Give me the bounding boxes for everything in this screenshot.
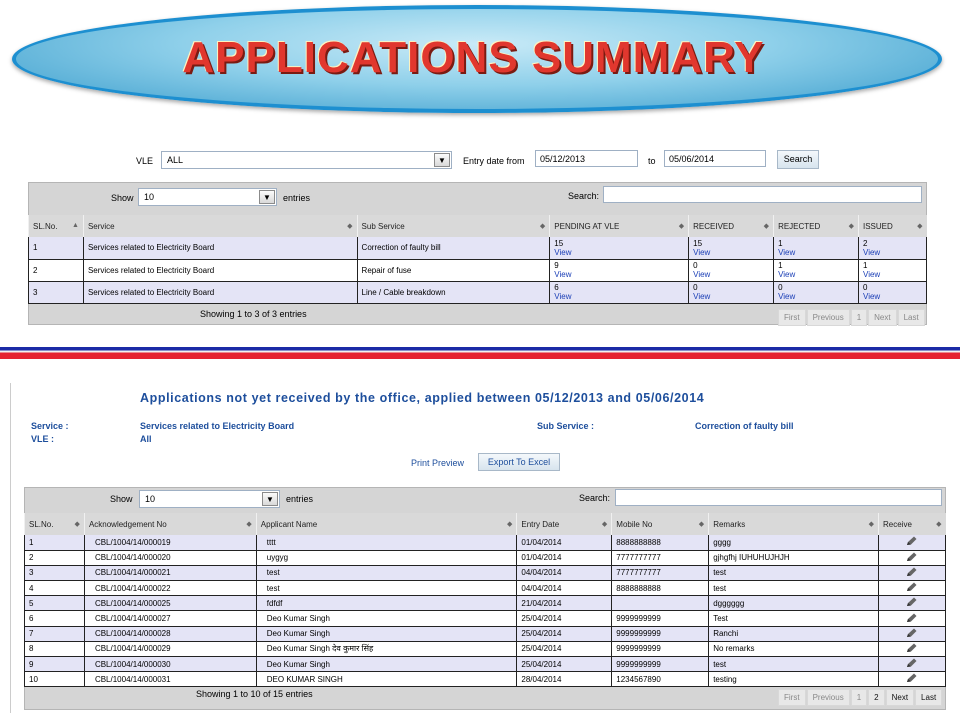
table-info: Showing 1 to 10 of 15 entries	[196, 689, 313, 699]
col-ack-no[interactable]: Acknowledgement No ◆	[84, 513, 256, 535]
cell-ack-no: CBL/1004/14/000028	[84, 626, 256, 641]
cell-remarks: test	[709, 657, 879, 672]
cell-remarks: gggg	[709, 535, 879, 550]
cell-remarks: test	[709, 565, 879, 580]
sub-service-label: Sub Service :	[537, 421, 595, 431]
pending-applications-table	[24, 513, 946, 687]
search-label: Search:	[568, 191, 600, 201]
cell-rejected: 0 View	[774, 281, 859, 303]
cell-mobile: 8888888888	[612, 581, 709, 596]
col-sub-service[interactable]: Sub Service ◆	[357, 215, 550, 237]
table-row	[25, 641, 946, 656]
cell-applicant: uygyg	[256, 550, 517, 565]
col-mobile[interactable]: Mobile No ◆	[612, 513, 709, 535]
cell-sl: 5	[25, 596, 85, 611]
cell-applicant: fdfdf	[256, 596, 517, 611]
cell-service: Services related to Electricity Board	[83, 259, 357, 281]
cell-issued: 2 View	[859, 237, 927, 259]
cell-receive	[878, 626, 945, 641]
cell-entry-date: 25/04/2014	[517, 611, 612, 626]
date-from-label: Entry date from	[463, 156, 525, 166]
cell-pending: 9 View	[550, 259, 689, 281]
cell-sl: 6	[25, 611, 85, 626]
section-divider	[0, 347, 960, 359]
cell-receive	[878, 596, 945, 611]
sort-icon: ◆	[506, 521, 513, 528]
cell-service: Services related to Electricity Board	[83, 281, 357, 303]
cell-rejected: 1 View	[774, 237, 859, 259]
cell-remarks: No remarks	[709, 641, 879, 656]
pencil-icon[interactable]	[906, 613, 918, 623]
col-applicant[interactable]: Applicant Name ◆	[256, 513, 517, 535]
cell-ack-no: CBL/1004/14/000020	[84, 550, 256, 565]
cell-sl: 10	[25, 672, 85, 687]
cell-remarks: testing	[709, 672, 879, 687]
sort-icon: ◆	[763, 223, 770, 230]
cell-receive	[878, 565, 945, 580]
view-link[interactable]: View	[863, 292, 881, 301]
cell-ack-no: CBL/1004/14/000019	[84, 535, 256, 550]
date-from-input[interactable]: 05/12/2013	[535, 150, 638, 167]
col-entry-date[interactable]: Entry Date ◆	[517, 513, 612, 535]
entries-label: entries	[283, 193, 311, 203]
pager-next[interactable]: Next	[886, 689, 914, 706]
cell-sl: 1	[25, 535, 85, 550]
pager-first[interactable]: First	[778, 689, 806, 706]
cell-received: 0 View	[689, 281, 774, 303]
sort-icon: ◆	[936, 521, 942, 528]
show-label: Show	[111, 193, 134, 203]
pencil-icon[interactable]	[906, 536, 918, 546]
search-button[interactable]: Search	[777, 150, 819, 169]
cell-sub: Line / Cable breakdown	[357, 281, 550, 303]
cell-applicant: Deo Kumar Singh	[256, 657, 517, 672]
cell-entry-date: 25/04/2014	[517, 657, 612, 672]
cell-issued: 1 View	[859, 259, 927, 281]
service-label: Service :	[31, 421, 69, 431]
cell-rejected: 1 View	[774, 259, 859, 281]
cell-pending: 6 View	[550, 281, 689, 303]
cell-ack-no: CBL/1004/14/000025	[84, 596, 256, 611]
table-row	[25, 565, 946, 580]
cell-receive	[878, 672, 945, 687]
sort-asc-icon: ▲	[72, 222, 79, 229]
pager-first[interactable]: First	[778, 309, 806, 326]
pencil-icon[interactable]	[906, 673, 918, 683]
sort-icon: ◆	[848, 223, 854, 230]
view-link[interactable]: View	[693, 292, 711, 301]
table-row	[25, 535, 946, 550]
sort-icon: ◆	[347, 223, 353, 230]
cell-mobile: 7777777777	[612, 565, 709, 580]
view-link[interactable]: View	[863, 247, 881, 257]
cell-remarks: dgggggg	[709, 596, 879, 611]
view-link[interactable]: View	[554, 247, 572, 257]
vle-label: VLE	[136, 156, 154, 166]
view-link[interactable]: View	[863, 270, 881, 279]
chevron-down-icon[interactable]: ▼	[434, 153, 450, 167]
col-receive[interactable]: Receive ◆	[878, 513, 945, 535]
view-link[interactable]: View	[693, 270, 711, 279]
pencil-icon[interactable]	[906, 628, 918, 638]
cell-sl: 9	[25, 657, 85, 672]
cell-service: Services related to Electricity Board	[83, 237, 357, 259]
cell-sl: 2	[25, 550, 85, 565]
table-row	[25, 657, 946, 672]
cell-received: 15 View	[689, 237, 774, 259]
col-remarks[interactable]: Remarks ◆	[709, 513, 879, 535]
pager-previous[interactable]: Previous	[807, 689, 850, 706]
sort-icon: ◆	[698, 521, 705, 528]
cell-applicant: Deo Kumar Singh	[256, 611, 517, 626]
cell-mobile: 9999999999	[612, 626, 709, 641]
view-link[interactable]: View	[778, 247, 796, 257]
cell-ack-no: CBL/1004/14/000029	[84, 641, 256, 656]
cell-entry-date: 04/04/2014	[517, 565, 612, 580]
view-link[interactable]: View	[554, 270, 572, 279]
sort-icon: ◆	[74, 521, 80, 528]
cell-sl: 3	[25, 565, 85, 580]
cell-applicant: Deo Kumar Singh देव कुमार सिंह	[256, 641, 517, 656]
export-excel-button[interactable]: Export To Excel	[478, 453, 560, 471]
cell-applicant: test	[256, 565, 517, 580]
table-row	[25, 581, 946, 596]
sort-icon: ◆	[601, 521, 608, 528]
pager-last[interactable]: Last	[898, 309, 925, 326]
cell-entry-date: 01/04/2014	[517, 535, 612, 550]
cell-mobile: 9999999999	[612, 641, 709, 656]
table-row	[25, 596, 946, 611]
cell-entry-date: 25/04/2014	[517, 641, 612, 656]
cell-ack-no: CBL/1004/14/000031	[84, 672, 256, 687]
cell-ack-no: CBL/1004/14/000030	[84, 657, 256, 672]
page-title: APPLICATIONS SUMMARY	[182, 33, 765, 82]
cell-applicant: DEO KUMAR SINGH	[256, 672, 517, 687]
cell-entry-date: 25/04/2014	[517, 626, 612, 641]
pager-next[interactable]: Next	[868, 309, 896, 326]
cell-issued: 0 View	[859, 281, 927, 303]
entries-select-value: 10	[144, 192, 155, 202]
pagination	[777, 309, 925, 326]
cell-remarks: Test	[709, 611, 879, 626]
sort-icon: ◆	[868, 521, 874, 528]
pencil-icon[interactable]	[906, 567, 918, 577]
pencil-icon[interactable]	[906, 658, 918, 668]
cell-ack-no: CBL/1004/14/000027	[84, 611, 256, 626]
pager-page-1[interactable]: 1	[851, 689, 867, 706]
show-label: Show	[110, 494, 133, 504]
cell-received: 0 View	[689, 259, 774, 281]
table-row	[25, 550, 946, 565]
cell-mobile: 7777777777	[612, 550, 709, 565]
table-row	[29, 281, 927, 303]
view-link[interactable]: View	[778, 292, 796, 301]
chevron-down-icon[interactable]: ▼	[262, 492, 278, 506]
cell-remarks: gjhgfhj IUHUHUJHJH	[709, 550, 879, 565]
cell-applicant: tttt	[256, 535, 517, 550]
search-input[interactable]	[615, 489, 942, 506]
pencil-icon[interactable]	[906, 643, 918, 653]
cell-entry-date: 01/04/2014	[517, 550, 612, 565]
cell-remarks: Ranchi	[709, 626, 879, 641]
cell-entry-date: 21/04/2014	[517, 596, 612, 611]
date-to-input[interactable]: 05/06/2014	[664, 150, 766, 167]
entries-select[interactable]	[138, 188, 277, 206]
cell-applicant: test	[256, 581, 517, 596]
sub-service-value: Correction of faulty bill	[695, 421, 794, 431]
cell-receive	[878, 550, 945, 565]
cell-sl: 3	[29, 281, 84, 303]
cell-pending: 15 View	[550, 237, 689, 259]
view-link[interactable]: View	[778, 270, 796, 279]
cell-ack-no: CBL/1004/14/000022	[84, 581, 256, 596]
pager-last[interactable]: Last	[915, 689, 942, 706]
col-issued[interactable]: ISSUED ◆	[859, 215, 927, 237]
col-pending[interactable]: PENDING AT VLE ◆	[550, 215, 689, 237]
col-received[interactable]: RECEIVED ◆	[689, 215, 774, 237]
cell-mobile: 9999999999	[612, 657, 709, 672]
pager-previous[interactable]: Previous	[807, 309, 850, 326]
table-row	[25, 611, 946, 626]
pagination	[777, 689, 942, 706]
print-preview-link[interactable]: Print Preview	[411, 458, 465, 468]
cell-sl: 8	[25, 641, 85, 656]
col-slno[interactable]: SL.No. ▲	[29, 215, 84, 237]
view-link[interactable]: View	[693, 247, 711, 257]
sort-icon: ◆	[917, 223, 923, 230]
pager-page-2[interactable]: 2	[868, 689, 884, 706]
col-service[interactable]: Service ◆	[83, 215, 357, 237]
cell-remarks: test	[709, 581, 879, 596]
entries-select[interactable]	[139, 490, 280, 508]
vle-select[interactable]	[161, 151, 452, 169]
pencil-icon[interactable]	[906, 597, 918, 607]
detail-heading: Applications not yet received by the office, applied between 05/12/2013 and 05/06/2014	[140, 391, 705, 405]
sort-icon: ◆	[678, 223, 685, 230]
chevron-down-icon[interactable]: ▼	[259, 190, 275, 204]
table-info: Showing 1 to 3 of 3 entries	[200, 309, 307, 319]
cell-receive	[878, 611, 945, 626]
vle-detail-label: VLE :	[31, 434, 55, 444]
col-rejected[interactable]: REJECTED ◆	[774, 215, 859, 237]
search-label: Search:	[579, 493, 611, 503]
cell-receive	[878, 535, 945, 550]
cell-ack-no: CBL/1004/14/000021	[84, 565, 256, 580]
table-row	[29, 237, 927, 259]
service-value: Services related to Electricity Board	[140, 421, 295, 431]
cell-entry-date: 28/04/2014	[517, 672, 612, 687]
view-link[interactable]: View	[554, 292, 572, 301]
search-input[interactable]	[603, 186, 922, 203]
cell-mobile: 8888888888	[612, 535, 709, 550]
summary-table	[28, 215, 927, 304]
cell-receive	[878, 657, 945, 672]
vle-detail-value: All	[140, 434, 152, 444]
pager-page-1[interactable]: 1	[851, 309, 867, 326]
date-to-label: to	[648, 156, 656, 166]
cell-receive	[878, 641, 945, 656]
sort-icon: ◆	[246, 521, 252, 528]
cell-mobile: 9999999999	[612, 611, 709, 626]
table-row	[25, 672, 946, 687]
cell-mobile	[612, 596, 709, 611]
entries-select-value: 10	[145, 494, 156, 504]
cell-entry-date: 04/04/2014	[517, 581, 612, 596]
vle-select-value: ALL	[167, 155, 184, 165]
title-banner	[12, 5, 942, 113]
sort-icon: ◆	[539, 223, 546, 230]
left-border	[10, 383, 11, 713]
cell-applicant: Deo Kumar Singh	[256, 626, 517, 641]
cell-sub: Repair of fuse	[357, 259, 550, 281]
cell-receive	[878, 581, 945, 596]
pencil-icon[interactable]	[906, 552, 918, 562]
table-row	[25, 626, 946, 641]
entries-label: entries	[286, 494, 314, 504]
table-row	[29, 259, 927, 281]
col-slno[interactable]: SL.No. ◆	[25, 513, 85, 535]
cell-sl: 4	[25, 581, 85, 596]
cell-sl: 1	[29, 237, 84, 259]
cell-sub: Correction of faulty bill	[357, 237, 550, 259]
pencil-icon[interactable]	[906, 582, 918, 592]
cell-sl: 2	[29, 259, 84, 281]
cell-sl: 7	[25, 626, 85, 641]
cell-mobile: 1234567890	[612, 672, 709, 687]
